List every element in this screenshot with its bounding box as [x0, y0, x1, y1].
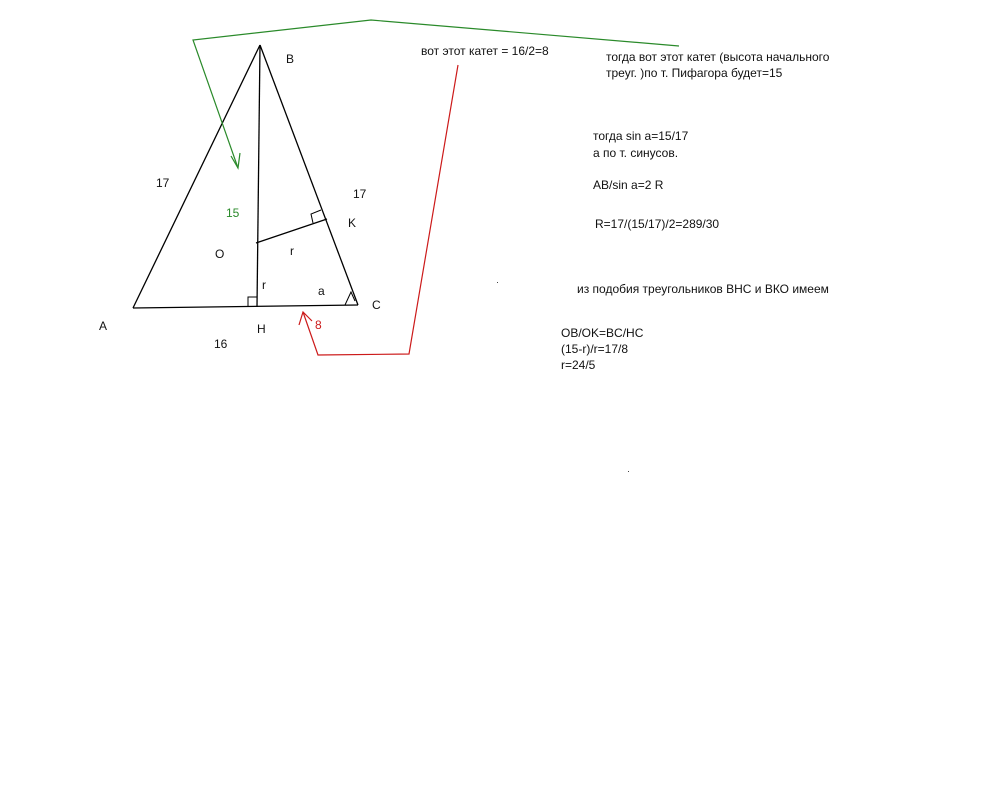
similarity-note: из подобия треугольников ВНС и ВКО имеем — [577, 282, 829, 296]
half-base-label: 8 — [315, 318, 322, 332]
stray-dot — [628, 471, 629, 472]
angle-a-label: a — [318, 284, 325, 298]
height-note-line1: тогда вот этот катет (высота начального — [606, 50, 830, 64]
height-length: 15 — [226, 206, 240, 220]
right-angle-h — [248, 297, 257, 307]
side-ac — [133, 305, 358, 308]
vertex-c-label: C — [372, 298, 381, 312]
point-k-label: K — [348, 216, 357, 230]
sine-theorem-note: а по т. синусов. — [593, 146, 679, 160]
equation-note: (15-r)/r=17/8 — [561, 342, 629, 356]
height-bh — [257, 45, 260, 307]
radius-ok — [256, 219, 327, 243]
sin-note: тогда sin a=15/17 — [593, 129, 689, 143]
side-ac-length: 16 — [214, 337, 228, 351]
leg-note: вот этот катет = 16/2=8 — [421, 44, 549, 58]
vertex-a-label: A — [99, 319, 108, 333]
result-note: r=24/5 — [561, 358, 596, 372]
ratio-note: OB/OK=BC/HC — [561, 326, 644, 340]
side-ab — [133, 45, 260, 308]
center-o-label: O — [215, 247, 225, 261]
stray-dot — [497, 282, 498, 283]
r-calc-note: R=17/(15/17)/2=289/30 — [595, 217, 720, 231]
formula-note: AB/sin a=2 R — [593, 178, 664, 192]
vertex-b-label: B — [286, 52, 295, 66]
side-bc-length: 17 — [353, 187, 367, 201]
radius-r-label: r — [290, 244, 294, 258]
side-ab-length: 17 — [156, 176, 170, 190]
height-note-line2: треуг. )по т. Пифагора будет=15 — [606, 66, 783, 80]
point-h-label: H — [257, 322, 266, 336]
radius-r-label-height: r — [262, 278, 266, 292]
side-bc — [260, 45, 358, 305]
